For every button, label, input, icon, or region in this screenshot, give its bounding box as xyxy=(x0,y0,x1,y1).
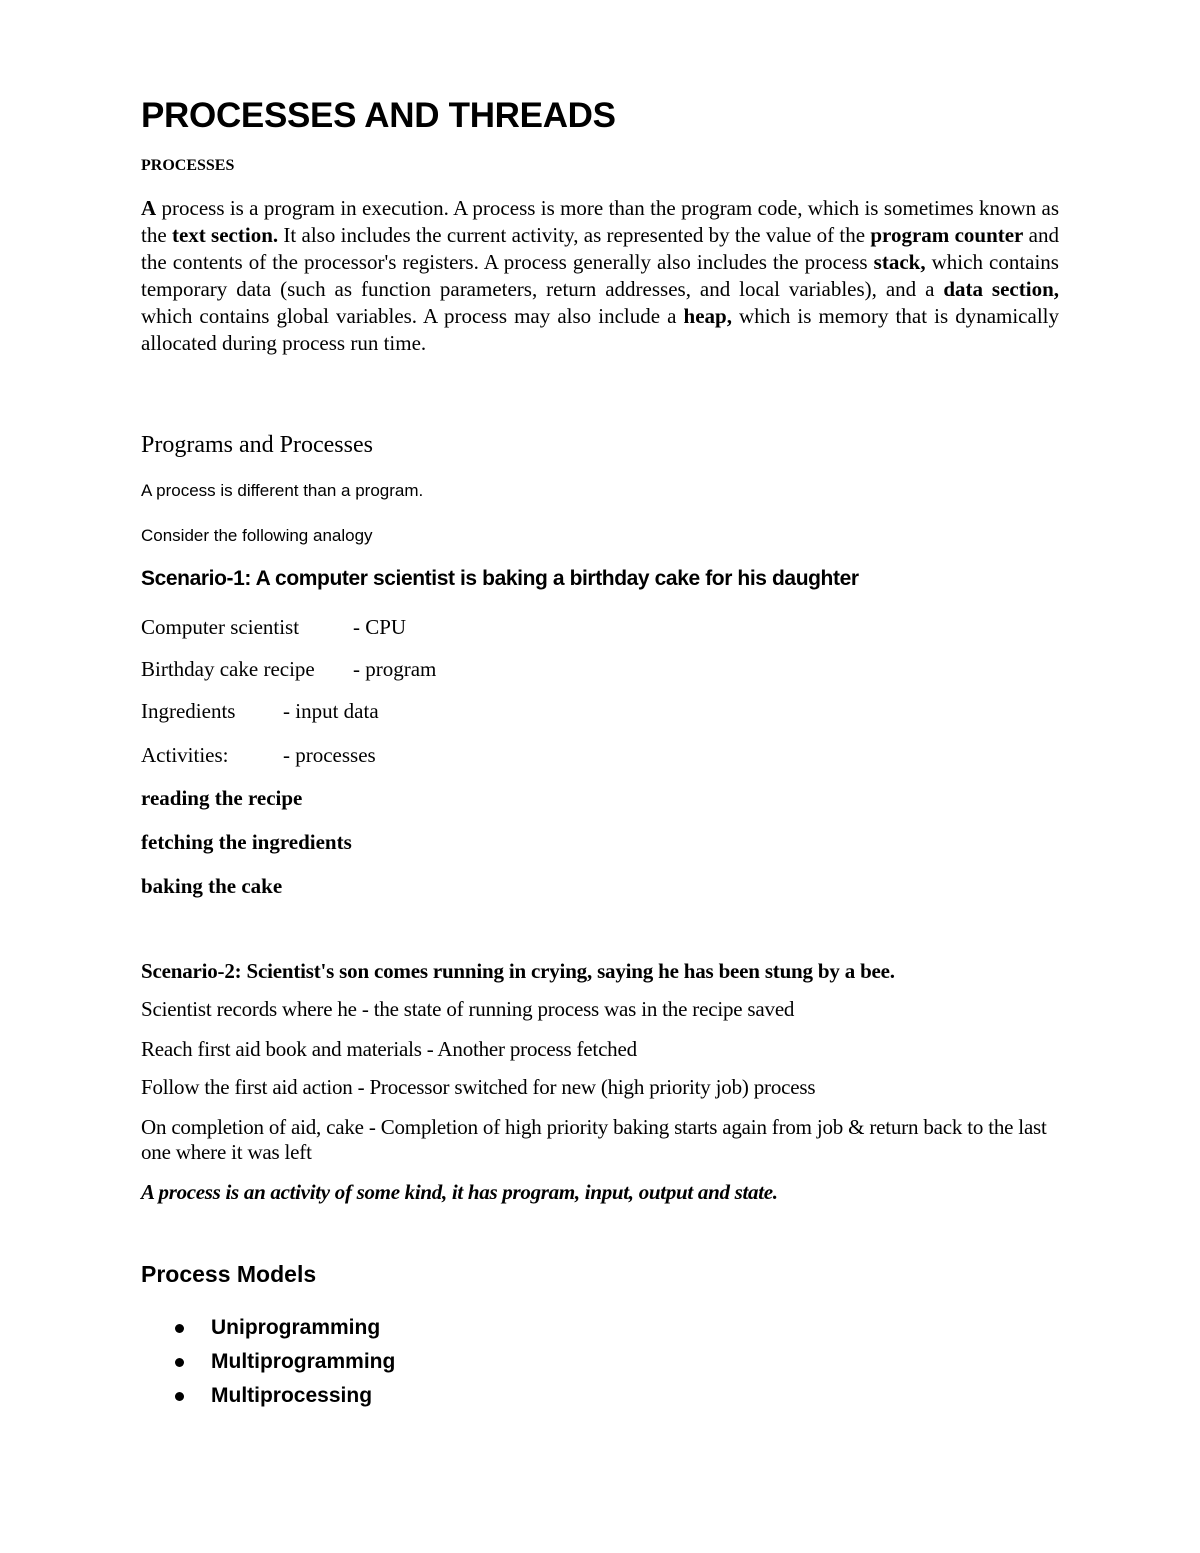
activity-item: baking the cake xyxy=(141,874,283,898)
process-models-heading: Process Models xyxy=(141,1261,317,1287)
bullet-icon xyxy=(175,1358,184,1367)
model-label: Uniprogramming xyxy=(211,1316,381,1339)
programs-and-processes-heading: Programs and Processes xyxy=(141,432,373,458)
intro-paragraph xyxy=(141,195,1059,357)
intro-text-4: which contains temporary data (such as function parameters, return addresses, and local variables), and a xyxy=(141,250,1059,301)
mapping-row xyxy=(141,615,406,640)
scenario-2-line: Reach first aid book and materials - Another process fetched xyxy=(141,1037,637,1061)
activity-item: reading the recipe xyxy=(141,786,303,810)
document-title: PROCESSES AND THREADS xyxy=(141,96,616,135)
term-heap: heap, xyxy=(683,304,732,328)
mapping-right: - CPU xyxy=(353,615,407,639)
mapping-right: - program xyxy=(353,657,437,681)
model-label: Multiprocessing xyxy=(211,1384,373,1407)
mapping-row xyxy=(141,657,436,682)
mapping-left: Ingredients xyxy=(141,699,236,723)
intro-text-5: which contains global variables. A process may also include a xyxy=(141,304,684,328)
term-text-section: text section. xyxy=(171,223,279,247)
scenario-2-line: Scientist records where he - the state of running process was in the recipe saved xyxy=(141,997,795,1021)
list-item xyxy=(175,1379,395,1413)
completion-paragraph: On completion of aid, cake - Completion of high priority baking starts again from job & return back to the last one where it was left xyxy=(141,1115,1047,1164)
intro-text-2: It also includes the current activity, as represented by the value of the xyxy=(278,223,871,247)
bullet-icon xyxy=(175,1324,184,1333)
intro-text-3: and the contents of the processor's registers. A process generally also includes the process xyxy=(141,223,1060,274)
scenario-2-line: Follow the first aid action - Processor switched for new (high priority job) process xyxy=(141,1075,816,1099)
bullet-icon xyxy=(175,1392,184,1401)
activity-item: fetching the ingredients xyxy=(141,830,352,854)
difference-statement: A process is different than a program. xyxy=(141,481,424,500)
model-label: Multiprogramming xyxy=(211,1350,396,1373)
analogy-intro: Consider the following analogy xyxy=(141,526,373,545)
mapping-row xyxy=(141,743,376,768)
section-heading-processes: PROCESSES xyxy=(141,157,235,174)
mapping-left: Birthday cake recipe xyxy=(141,657,315,681)
scenario-2-heading: Scenario-2: Scientist's son comes running in crying, saying he has been stung by a bee. xyxy=(141,959,895,983)
process-definition: A process is an activity of some kind, it has program, input, output and state. xyxy=(141,1180,778,1204)
mapping-left: Computer scientist xyxy=(141,615,300,639)
mapping-right: - processes xyxy=(283,743,376,767)
intro-text-1: process is a program in execution. A process is more than the program code, which is sometimes known as the xyxy=(141,196,1059,247)
term-data-section: data section, xyxy=(943,277,1059,301)
mapping-right: - input data xyxy=(283,699,379,723)
list-item xyxy=(175,1311,395,1345)
mapping-row xyxy=(141,699,379,724)
mapping-left: Activities: xyxy=(141,743,229,767)
list-item xyxy=(175,1345,395,1379)
intro-bold-a: A xyxy=(141,196,157,220)
term-program-counter: program counter xyxy=(870,223,1024,247)
term-stack: stack, xyxy=(873,250,926,274)
intro-text-6: which is memory that is dynamically allocated during process run time. xyxy=(141,304,1059,355)
scenario-1-heading: Scenario-1: A computer scientist is baking a birthday cake for his daughter xyxy=(141,567,859,590)
process-models-list xyxy=(175,1311,395,1413)
